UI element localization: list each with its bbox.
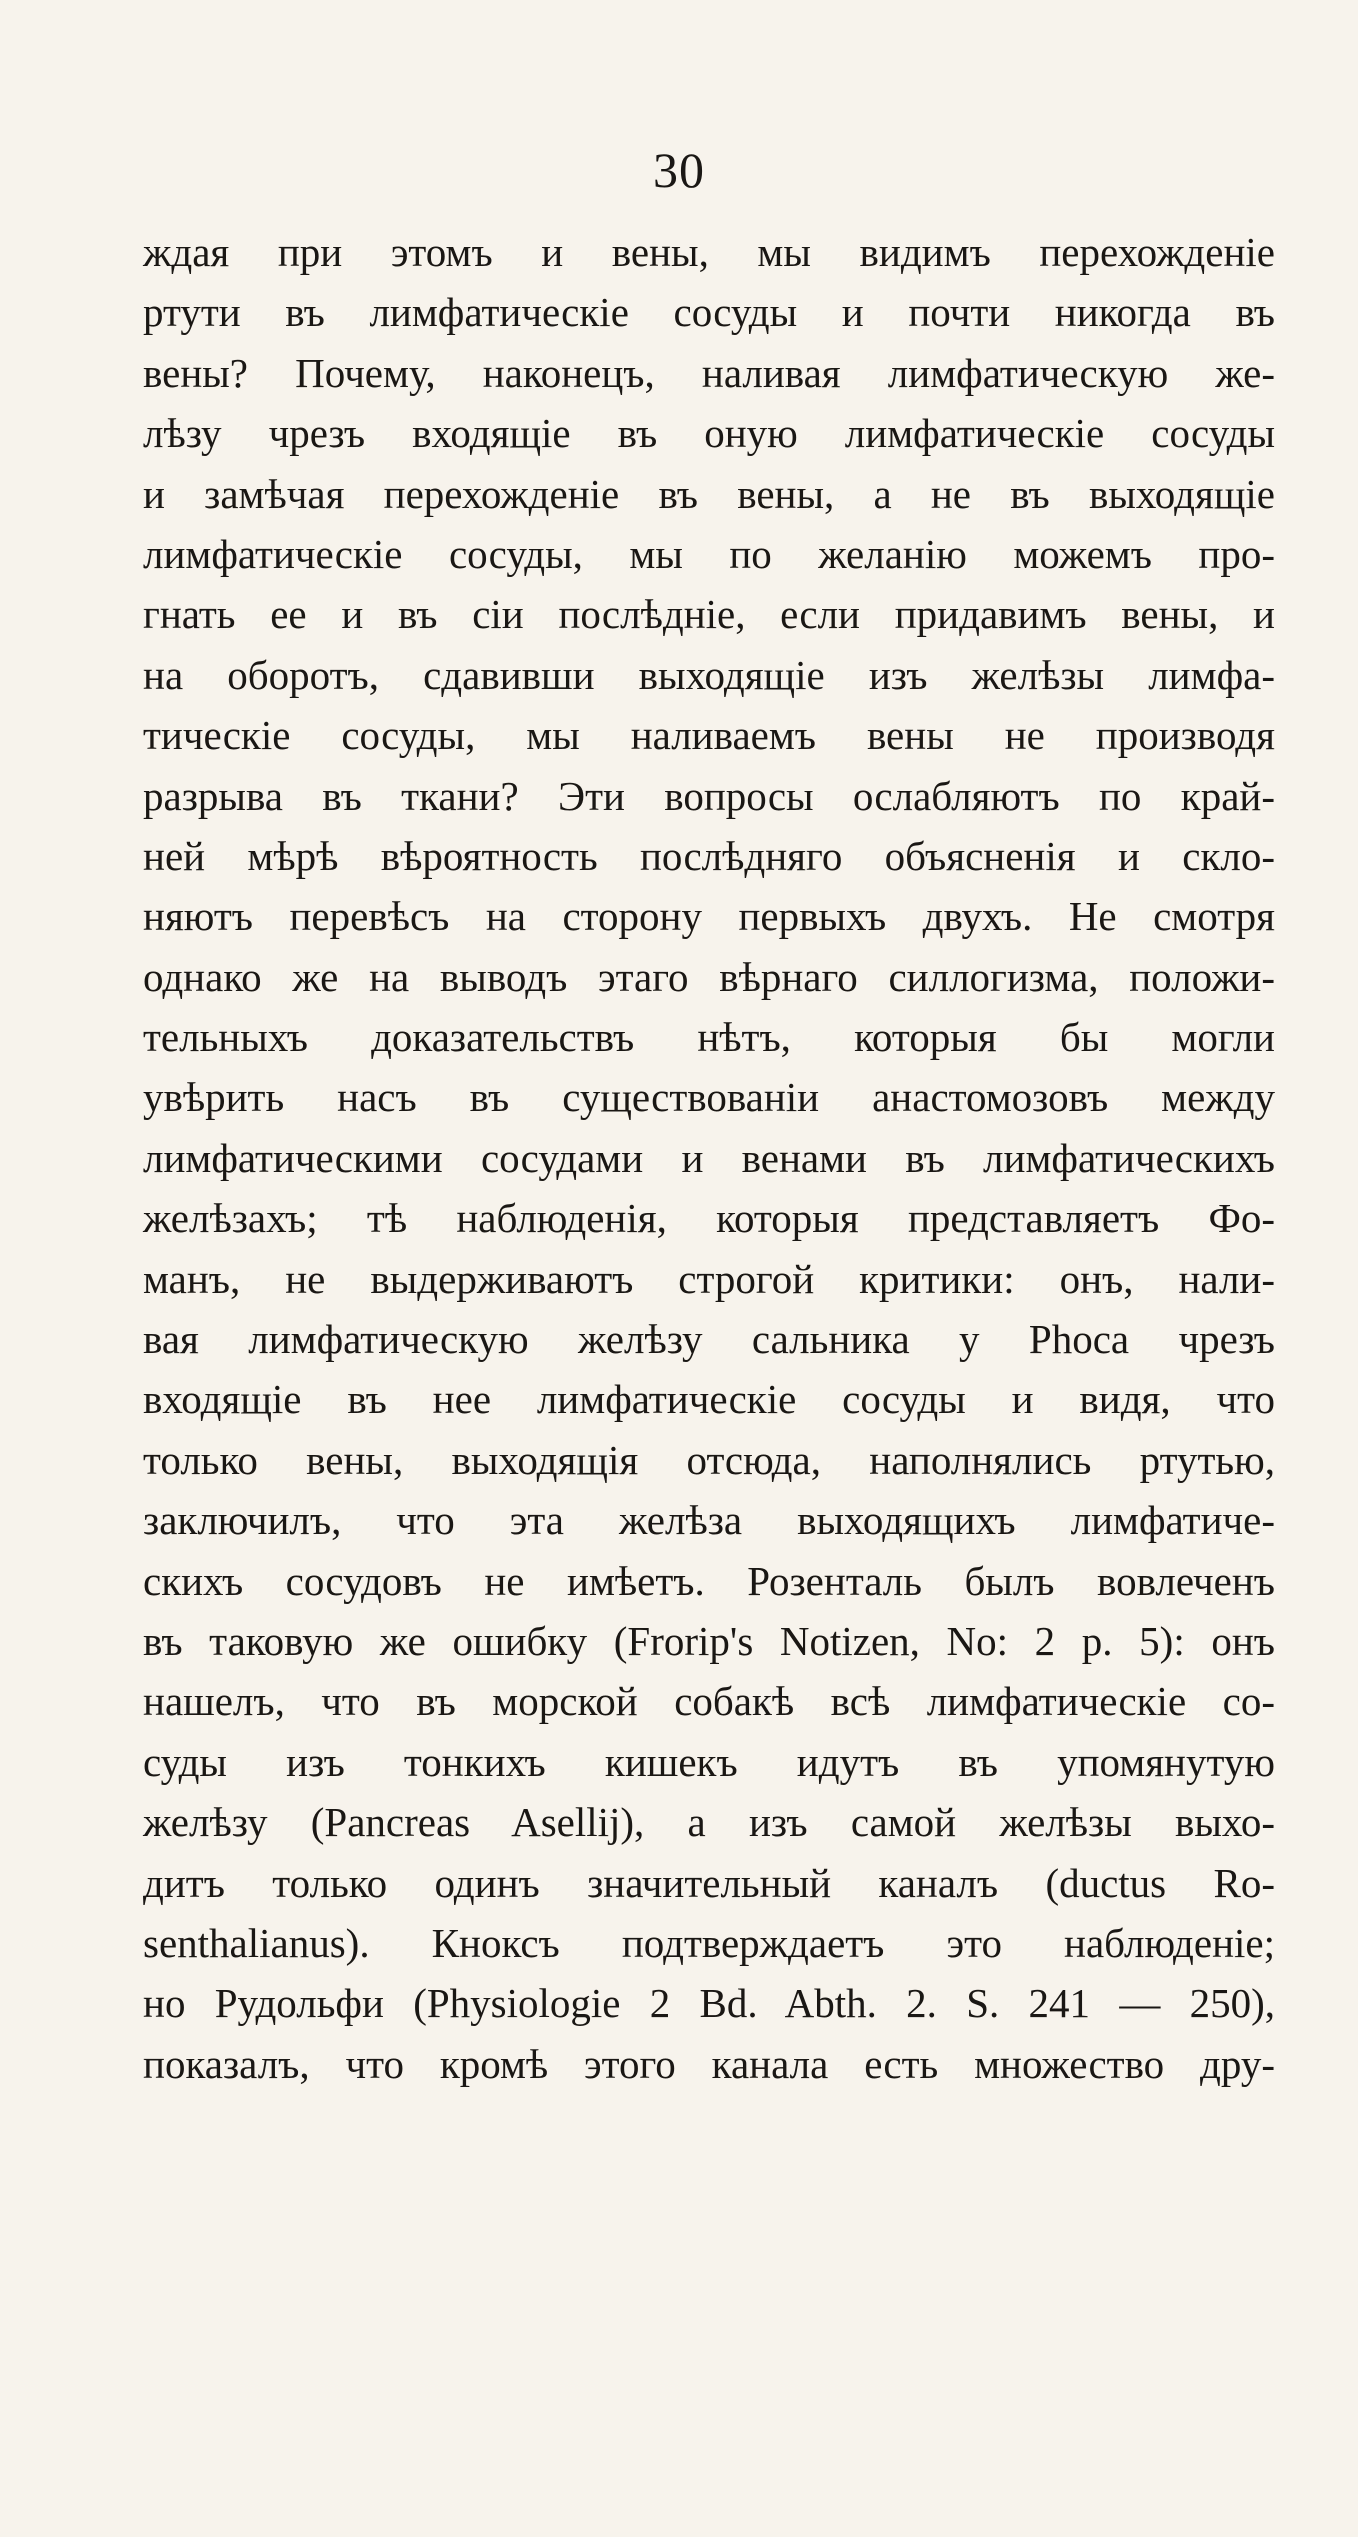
text-line: нашелъ, что въ морской собакѣ всѣ лимфатическіе со-	[143, 1678, 1275, 1725]
text-line: ртути въ лимфатическіе сосуды и почти никогда въ	[143, 289, 1275, 336]
text-line: скихъ сосудовъ не имѣетъ. Розенталь былъ вовлеченъ	[143, 1557, 1275, 1604]
text-line: разрыва въ ткани? Эти вопросы ослабляютъ по край-	[143, 772, 1275, 819]
text-line: желѣзу (Pancreas Asellij), а изъ самой желѣзы выхо-	[143, 1799, 1275, 1846]
text-line: только вены, выходящія отсюда, наполнялись ртутью,	[143, 1436, 1275, 1483]
text-line: лимфатическими сосудами и венами въ лимфатическихъ	[143, 1134, 1275, 1181]
text-line: ждая при этомъ и вены, мы видимъ перехожденіе	[143, 229, 1275, 275]
text-line: заключилъ, что эта желѣза выходящихъ лимфатиче-	[143, 1497, 1275, 1544]
text-line: но Рудольфи (Physiologie 2 Bd. Abth. 2. S. 241 — 250),	[143, 1980, 1275, 2027]
text-line: вены? Почему, наконецъ, наливая лимфатическую же-	[143, 349, 1275, 396]
page-number: 30	[653, 142, 705, 198]
text-line: въ таковую же ошибку (Frorip's Notizen, No: 2 p. 5): онъ	[143, 1617, 1275, 1664]
text-line: гнать ее и въ сіи послѣдніе, если придавимъ вены, и	[143, 591, 1275, 638]
body-text	[143, 222, 1275, 2094]
text-line: тельныхъ доказательствъ нѣтъ, которыя бы могли	[143, 1014, 1275, 1061]
text-line: лимфатическіе сосуды, мы по желанію можемъ про-	[143, 530, 1275, 577]
text-line: senthalianus). Кноксъ подтверждаетъ это наблюденіе;	[143, 1919, 1275, 1966]
text-line: лѣзу чрезъ входящіе въ оную лимфатическіе сосуды	[143, 410, 1275, 457]
text-line: и замѣчая перехожденіе въ вены, а не въ выходящіе	[143, 470, 1275, 517]
text-line: однако же на выводъ этаго вѣрнаго силлогизма, положи-	[143, 953, 1275, 1000]
text-line: няютъ перевѣсъ на сторону первыхъ двухъ. Не смотря	[143, 893, 1275, 940]
text-line: вая лимфатическую желѣзу сальника у Phoca чрезъ	[143, 1316, 1275, 1363]
text-line: показалъ, что кромѣ этого канала есть множество дру-	[143, 2040, 1275, 2087]
text-line: тическіе сосуды, мы наливаемъ вены не производя	[143, 712, 1275, 759]
text-line: входящіе въ нее лимфатическіе сосуды и видя, что	[143, 1376, 1275, 1423]
text-line: манъ, не выдерживаютъ строгой критики: онъ, нали-	[143, 1255, 1275, 1302]
text-line: увѣрить насъ въ существованіи анастомозовъ между	[143, 1074, 1275, 1121]
text-line: желѣзахъ; тѣ наблюденія, которыя представляетъ Фо-	[143, 1195, 1275, 1242]
text-line: на оборотъ, сдавивши выходящіе изъ желѣзы лимфа-	[143, 651, 1275, 698]
text-line: дитъ только одинъ значительный каналъ (ductus Ro-	[143, 1859, 1275, 1906]
text-line: суды изъ тонкихъ кишекъ идутъ въ упомянутую	[143, 1738, 1275, 1785]
text-line: ней мѣрѣ вѣроятность послѣдняго объясненія и скло-	[143, 832, 1275, 879]
